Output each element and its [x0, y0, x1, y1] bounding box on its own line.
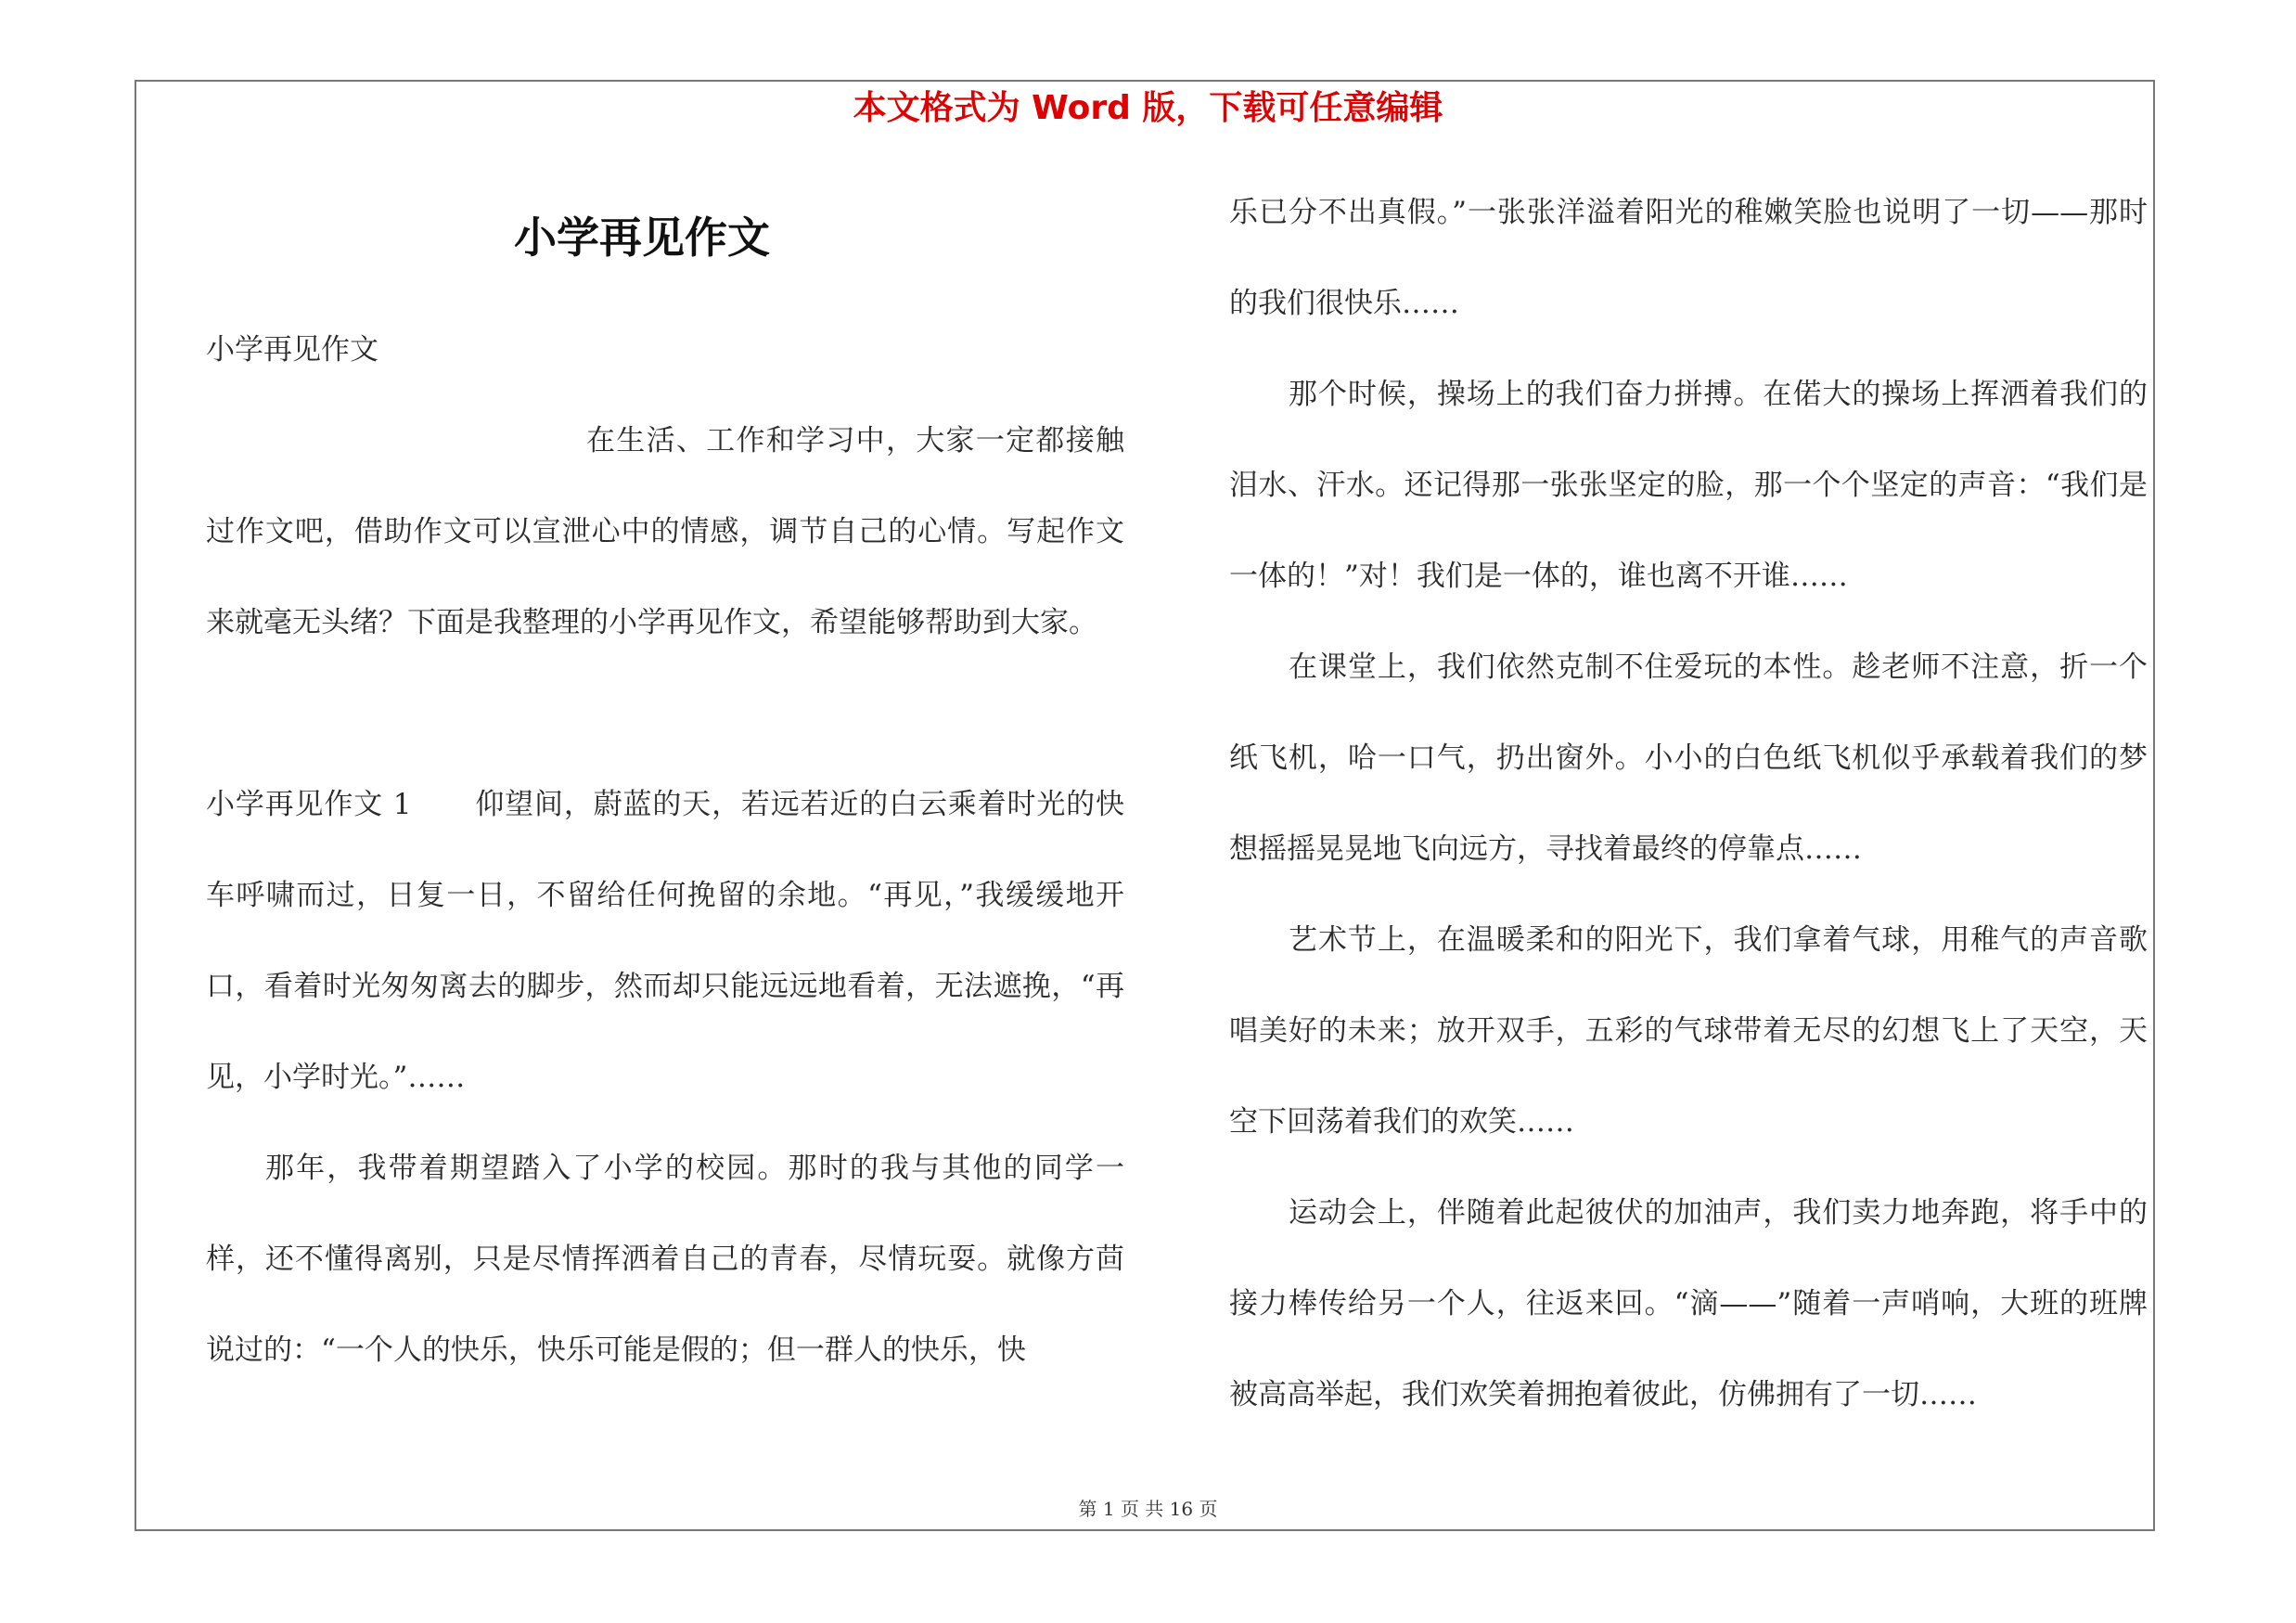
document-title: 小学再见作文 [514, 213, 770, 263]
spacer [206, 668, 1124, 759]
body-paragraph: 在课堂上，我们依然克制不住爱玩的本性。趁老师不注意，折一个纸飞机，哈一口气，扔出窗外。小小的白色纸飞机似乎承载着我们的梦想摇摇晃晃地飞向远方，寻找着最终的停靠点…… [1229, 650, 2148, 866]
section-heading: 小学再见作文 1 [206, 788, 412, 821]
body-paragraph: 那个时候，操场上的我们奋力拼搏。在偌大的操场上挥洒着我们的泪水、汗水。还记得那一张张坚定的脸，那一个个坚定的声音：“我们是一体的！”对！我们是一体的，谁也离不开谁…… [1229, 378, 2148, 593]
body-paragraph: 艺术节上，在温暖柔和的阳光下，我们拿着气球，用稚气的声音歌唱美好的未来；放开双手，五彩的气球带着无尽的幻想飞上了天空，天空下回荡着我们的欢笑…… [1229, 923, 2148, 1139]
right-column [1229, 167, 2148, 1440]
body-paragraph: 运动会上，伴随着此起彼伏的加油声，我们卖力地奔跑，将手中的接力棒传给另一个人，往返来回。“滴——”随着一声哨响，大班的班牌被高高举起，我们欢笑着拥抱着彼此，仿佛拥有了一切…… [1229, 1196, 2148, 1411]
subtitle: 小学再见作文 [206, 333, 378, 367]
body-paragraph: 那年，我带着期望踏入了小学的校园。那时的我与其他的同学一样，还不懂得离别，只是尽情挥洒着自己的青春，尽情玩耍。就像方茴说过的：“一个人的快乐，快乐可能是假的；但一群人的快乐，快 [206, 1152, 1124, 1367]
section-paragraph [206, 759, 1124, 1123]
page-number-footer: 第 1 页 共 16 页 [1078, 1498, 1218, 1520]
section-text: 仰望间，蔚蓝的天，若远若近的白云乘着时光的快车呼啸而过，日复一日，不留给任何挽留的余地。“再见，”我缓缓地开口，看着时光匆匆离去的脚步，然而却只能远远地看着，无法遮挽，“再见，小学时光。”…… [206, 788, 1125, 1094]
left-column [206, 304, 1124, 1396]
format-notice-banner: 本文格式为 Word 版，下载可任意编辑 [853, 89, 1443, 127]
body-paragraph-continued: 乐已分不出真假。”一张张洋溢着阳光的稚嫩笑脸也说明了一切——那时的我们很快乐…… [1229, 196, 2148, 320]
intro-paragraph: 在生活、工作和学习中，大家一定都接触过作文吧，借助作文可以宣泄心中的情感，调节自己的心情。写起作文来就毫无头绪？下面是我整理的小学再见作文，希望能够帮助到大家。 [206, 424, 1124, 639]
